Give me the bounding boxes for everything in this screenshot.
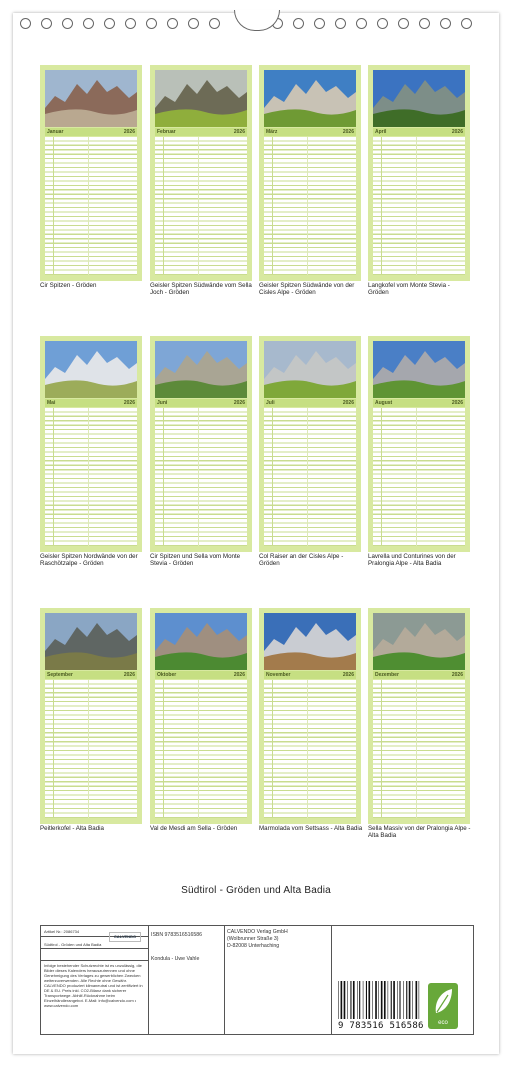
month-name: Dezember [375, 672, 399, 678]
landscape-photo [373, 613, 465, 670]
binding-hole [356, 18, 367, 29]
month-name: Februar [157, 129, 176, 135]
landscape-photo [264, 613, 356, 670]
month-year: 2026 [342, 129, 354, 135]
month-year: 2026 [451, 400, 463, 406]
binding-hole [167, 18, 178, 29]
month-caption: Sella Massiv von der Pralongia Alpe - Alta Badia [368, 825, 471, 839]
day-grid [155, 137, 247, 275]
month-header [45, 128, 137, 136]
day-grid [373, 408, 465, 546]
binding-hole [419, 18, 430, 29]
month-12 [368, 608, 470, 824]
leaf-icon [428, 983, 458, 1019]
publisher: CALVENDO Verlag GmbH [227, 929, 288, 935]
info-subtitle: Südtirol - Gröden und Alta Badia [44, 942, 102, 947]
month-year: 2026 [451, 672, 463, 678]
day-grid [45, 680, 137, 818]
day-grid [264, 680, 356, 818]
landscape-photo [45, 613, 137, 670]
month-5 [40, 336, 142, 552]
binding-hole [398, 18, 409, 29]
month-header [155, 399, 247, 407]
month-name: Januar [47, 129, 64, 135]
month-header [45, 399, 137, 407]
month-caption: Marmolada vom Settsass - Alta Badia [259, 825, 363, 832]
landscape-photo [155, 341, 247, 398]
month-caption: Geisler Spitzen Südwände von der Cisles Alpe - Gröden [259, 282, 355, 296]
month-caption: Lavrella und Conturines von der Pralongia Alpe - Alta Badia [368, 553, 456, 567]
month-6 [150, 336, 252, 552]
binding-hole [20, 18, 31, 29]
binding-hole [146, 18, 157, 29]
binding-hole [440, 18, 451, 29]
binding-hole [188, 18, 199, 29]
day-grid [373, 680, 465, 818]
month-name: März [266, 129, 278, 135]
binding-hole [377, 18, 388, 29]
month-name: September [47, 672, 73, 678]
binding-hole [62, 18, 73, 29]
landscape-photo [373, 341, 465, 398]
article-number: Artikel Nr.: 2086734 [44, 929, 80, 934]
month-header [264, 671, 356, 679]
day-grid [155, 680, 247, 818]
binding-hole [104, 18, 115, 29]
day-grid [155, 408, 247, 546]
barcode-number: 9 783516 516586 [338, 1021, 424, 1031]
month-name: Mai [47, 400, 56, 406]
month-1 [40, 65, 142, 281]
month-year: 2026 [233, 400, 245, 406]
month-4 [368, 65, 470, 281]
month-header [45, 671, 137, 679]
landscape-photo [155, 70, 247, 127]
eco-badge [428, 983, 458, 1029]
month-11 [259, 608, 361, 824]
month-caption: Geisler Spitzen Südwände vom Sella Joch - Gröden [150, 282, 252, 296]
month-year: 2026 [342, 400, 354, 406]
isbn: ISBN 9783516516586 [151, 932, 203, 938]
binding-hole [125, 18, 136, 29]
day-grid [373, 137, 465, 275]
month-year: 2026 [233, 129, 245, 135]
eco-label: eco [438, 1020, 448, 1026]
month-year: 2026 [342, 672, 354, 678]
month-caption: Peitlerkofel - Alta Badia [40, 825, 104, 832]
month-10 [150, 608, 252, 824]
month-9 [40, 608, 142, 824]
month-year: 2026 [123, 400, 135, 406]
month-year: 2026 [123, 672, 135, 678]
month-name: April [375, 129, 387, 135]
month-7 [259, 336, 361, 552]
month-year: 2026 [123, 129, 135, 135]
month-2 [150, 65, 252, 281]
month-header [373, 128, 465, 136]
month-header [373, 671, 465, 679]
publisher-street: (Wolbrunner Straße 3) [227, 936, 279, 942]
landscape-photo [155, 613, 247, 670]
binding-hole [461, 18, 472, 29]
binding-hole [293, 18, 304, 29]
month-name: Oktober [157, 672, 177, 678]
landscape-photo [45, 341, 137, 398]
month-year: 2026 [451, 129, 463, 135]
month-name: Juni [157, 400, 168, 406]
month-header [373, 399, 465, 407]
month-header [155, 671, 247, 679]
binding-hole [209, 18, 220, 29]
landscape-photo [264, 70, 356, 127]
month-header [155, 128, 247, 136]
landscape-photo [45, 70, 137, 127]
barcode [338, 981, 420, 1019]
binding-hole [314, 18, 325, 29]
author: Kondula - Uwe Vahle [151, 956, 200, 962]
landscape-photo [373, 70, 465, 127]
binding-hole [335, 18, 346, 29]
month-name: Juli [266, 400, 275, 406]
rights-notice: Infolge bestehender Schutzrechte ist es unzulässig, die Bilder dieses Kalenders herauszutrennen und ohne Genehmigung des Verlages zu gewerblichen Zwecken weiterzuverwenden. Alle Rechte ohne Gewähr. CALVENDO produziert klimaneutral und ist zertifiziert in DE & EU. Preis inkl. CO2-Bilanz dank sicherer Transportwege. Abhilf-Rücknahme beim Einzelhändlerangebot. E-Mail: info@calvendo.com • www.calvendo.com [44, 963, 143, 1008]
month-year: 2026 [233, 672, 245, 678]
month-caption: Geisler Spitzen Nordwände von der Raschötzalpe - Gröden [40, 553, 138, 567]
month-header [264, 399, 356, 407]
calendar-title: Südtirol - Gröden und Alta Badia [181, 885, 331, 896]
month-caption: Col Raiser an der Cisles Alpe - Gröden [259, 553, 344, 567]
info-panel [40, 925, 474, 1035]
month-caption: Cir Spitzen - Gröden [40, 282, 97, 289]
binding-hole [83, 18, 94, 29]
publisher-city: D-82008 Unterhaching [227, 943, 280, 949]
calvendo-logo: CALVENDO [109, 932, 141, 942]
day-grid [45, 137, 137, 275]
landscape-photo [264, 341, 356, 398]
month-name: August [375, 400, 393, 406]
month-caption: Val de Mesdi am Sella - Gröden [150, 825, 238, 832]
day-grid [45, 408, 137, 546]
month-8 [368, 336, 470, 552]
binding-hole [41, 18, 52, 29]
month-caption: Langkofel vom Monte Stevia - Gröden [368, 282, 450, 296]
month-3 [259, 65, 361, 281]
day-grid [264, 137, 356, 275]
month-header [264, 128, 356, 136]
day-grid [264, 408, 356, 546]
month-name: November [266, 672, 291, 678]
month-caption: Cir Spitzen und Sella vom Monte Stevia - Gröden [150, 553, 241, 567]
